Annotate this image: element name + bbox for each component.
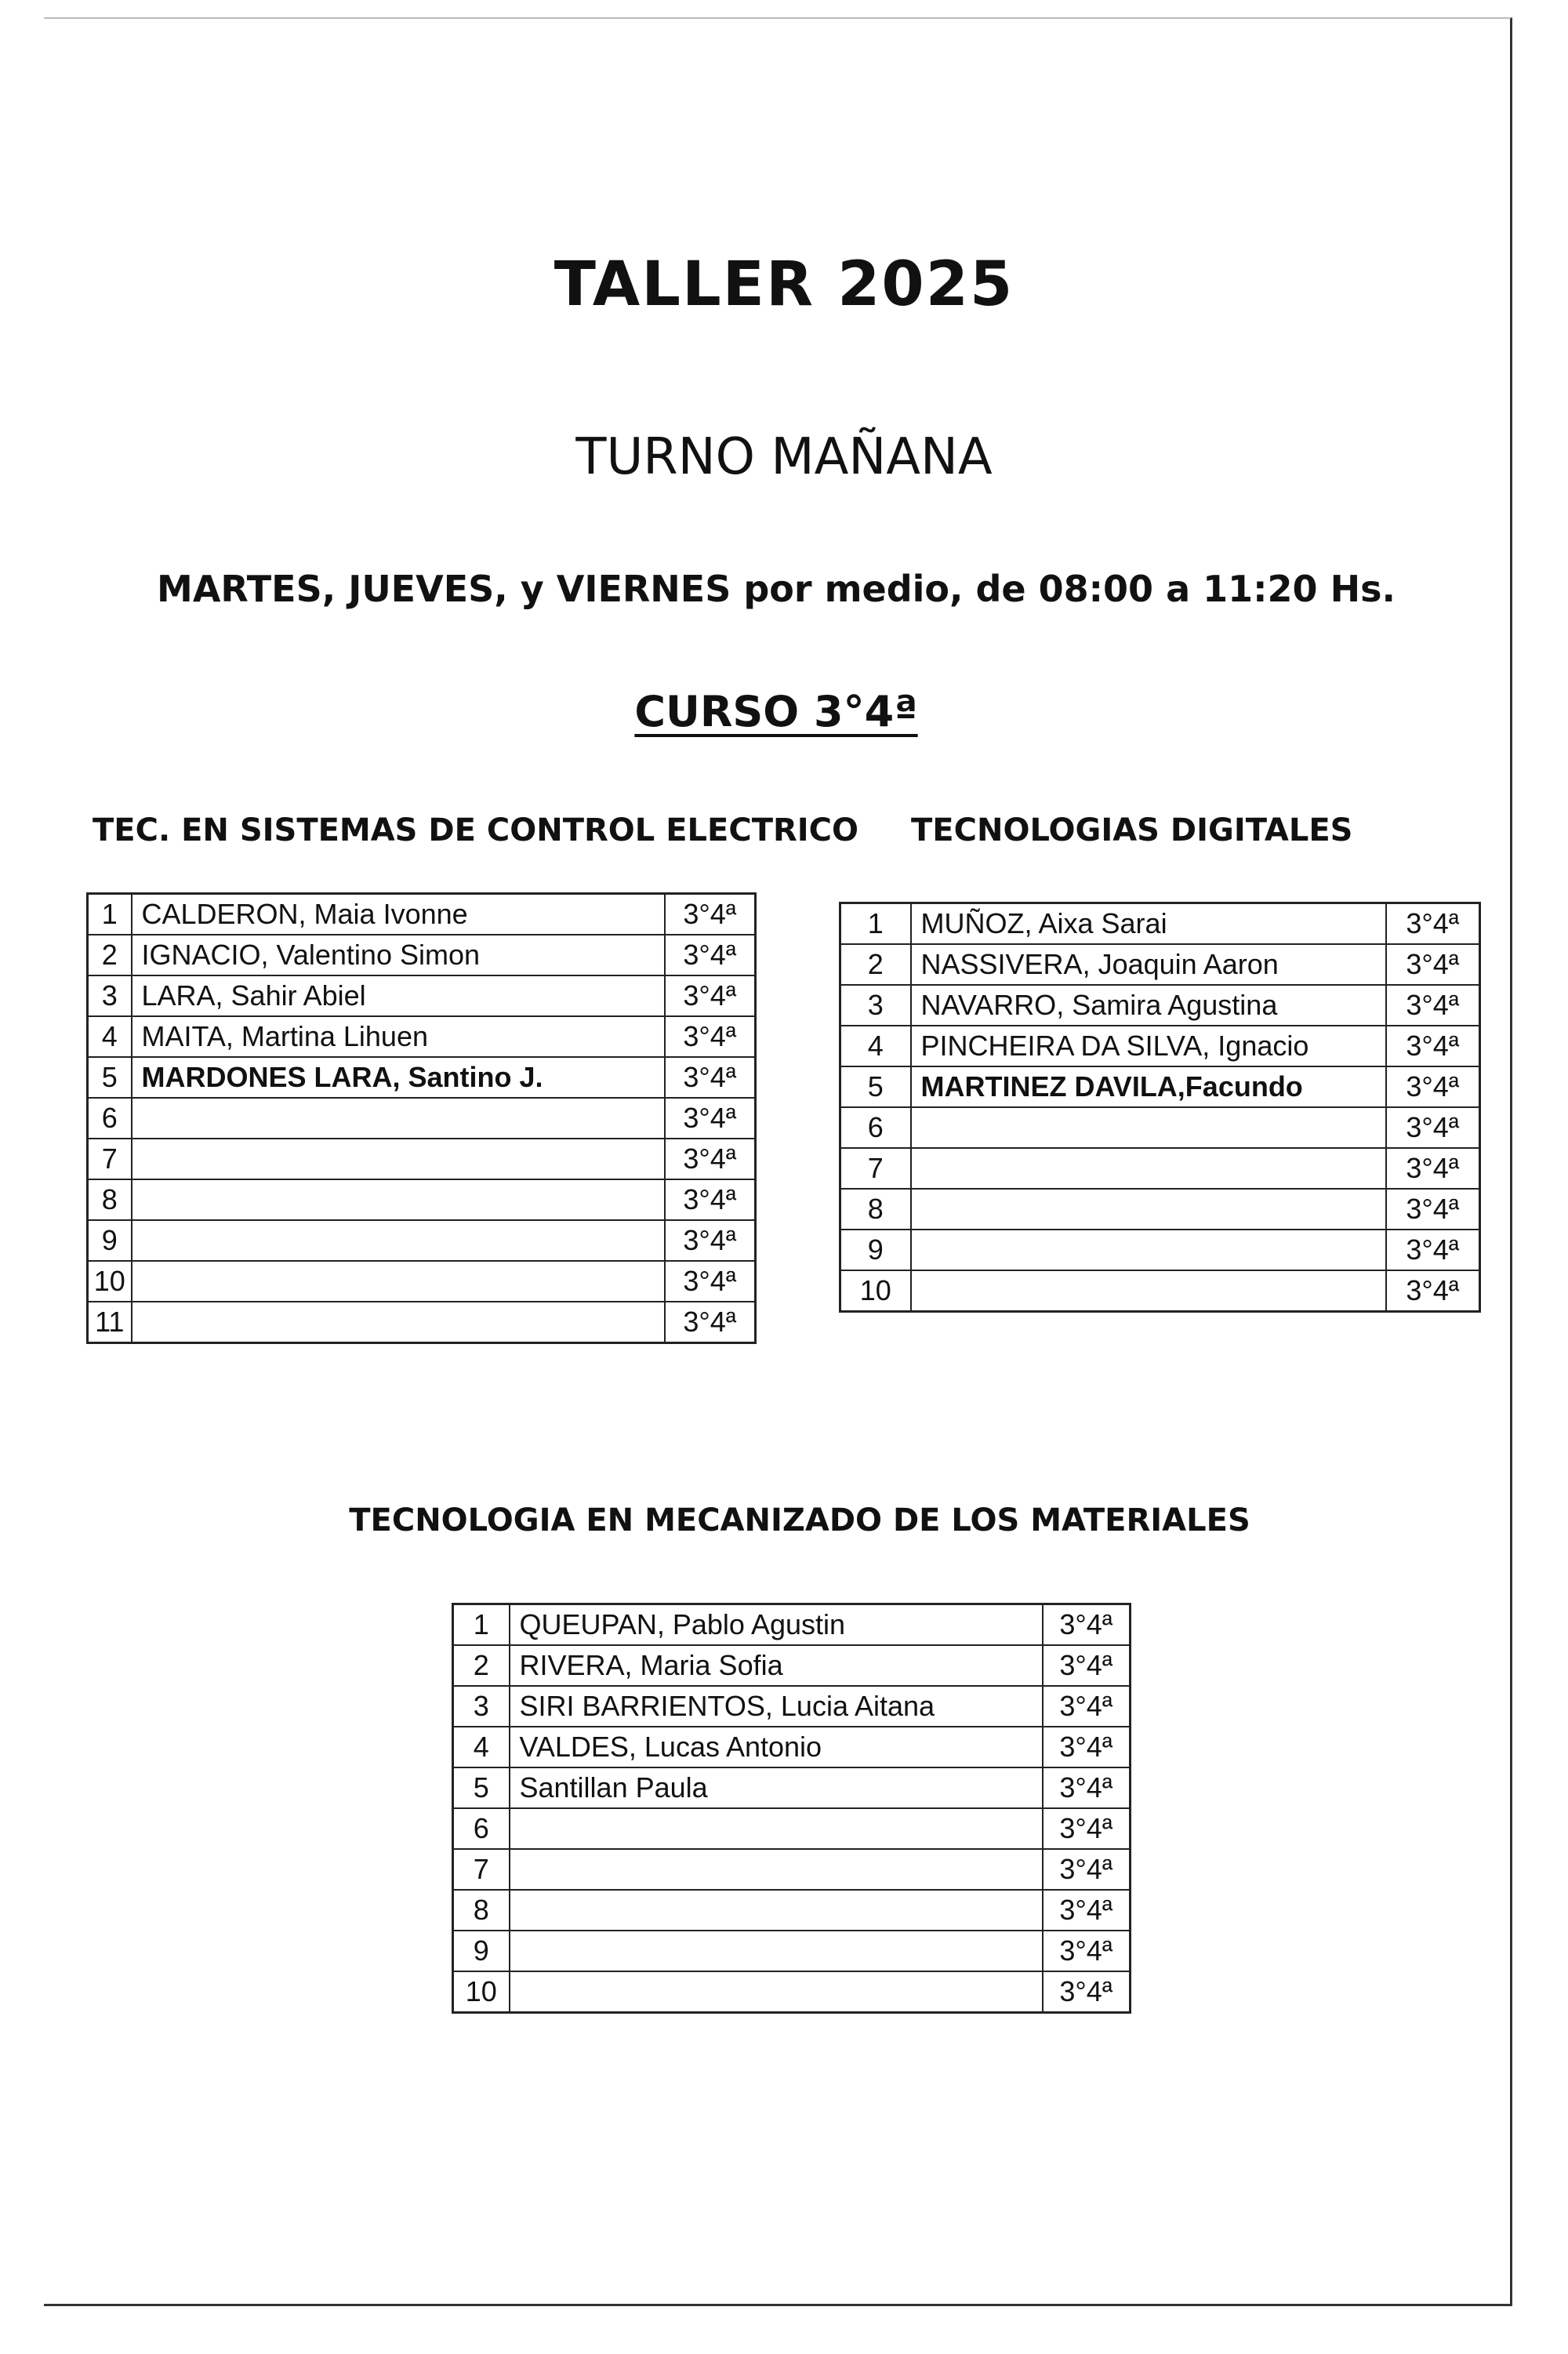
student-name — [510, 1890, 1043, 1931]
table-row — [453, 1808, 1131, 1849]
row-number: 7 — [840, 1148, 911, 1189]
table-row — [453, 1849, 1131, 1890]
table-row — [88, 894, 756, 935]
student-name: NAVARRO, Samira Agustina — [911, 985, 1386, 1026]
table-row — [840, 1270, 1480, 1312]
table-row — [840, 985, 1480, 1026]
row-number: 5 — [88, 1057, 132, 1098]
course-code: 3°4ª — [665, 975, 756, 1016]
course-code: 3°4ª — [665, 1261, 756, 1302]
table-row — [840, 1026, 1480, 1066]
student-name — [132, 1261, 665, 1302]
course-code: 3°4ª — [1386, 1189, 1480, 1230]
table-row — [453, 1686, 1131, 1727]
table-row — [88, 1139, 756, 1179]
row-number: 5 — [453, 1767, 510, 1808]
table-row — [840, 1107, 1480, 1148]
row-number: 6 — [453, 1808, 510, 1849]
student-name — [911, 1107, 1386, 1148]
course-code: 3°4ª — [1386, 903, 1480, 945]
row-number: 8 — [88, 1179, 132, 1220]
course-code: 3°4ª — [665, 935, 756, 975]
row-number: 2 — [88, 935, 132, 975]
course-heading-text: CURSO 3°4ª — [634, 687, 918, 736]
row-number: 4 — [840, 1026, 911, 1066]
roster-table-tecnologias-digitales — [839, 902, 1481, 1313]
course-code: 3°4ª — [1386, 1230, 1480, 1270]
student-name: IGNACIO, Valentino Simon — [132, 935, 665, 975]
student-name: MUÑOZ, Aixa Sarai — [911, 903, 1386, 945]
student-name — [510, 1971, 1043, 2013]
table-row — [88, 935, 756, 975]
row-number: 4 — [88, 1016, 132, 1057]
course-code: 3°4ª — [665, 1057, 756, 1098]
row-number: 9 — [840, 1230, 911, 1270]
table-row — [88, 1179, 756, 1220]
table-row — [88, 1261, 756, 1302]
row-number: 5 — [840, 1066, 911, 1107]
table-row — [453, 1890, 1131, 1931]
student-name — [132, 1179, 665, 1220]
row-number: 6 — [840, 1107, 911, 1148]
course-code: 3°4ª — [1386, 985, 1480, 1026]
student-name: QUEUPAN, Pablo Agustin — [510, 1604, 1043, 1646]
table-row — [840, 1148, 1480, 1189]
course-code: 3°4ª — [665, 894, 756, 935]
table-row — [88, 975, 756, 1016]
student-name — [132, 1302, 665, 1343]
row-number: 10 — [453, 1971, 510, 2013]
row-number: 8 — [840, 1189, 911, 1230]
roster-table-control-electrico — [86, 892, 757, 1344]
student-name — [510, 1808, 1043, 1849]
table-row — [88, 1057, 756, 1098]
table-row — [453, 1727, 1131, 1767]
course-code: 3°4ª — [1043, 1767, 1131, 1808]
row-number: 10 — [840, 1270, 911, 1312]
table-row — [88, 1098, 756, 1139]
student-name — [911, 1148, 1386, 1189]
course-code: 3°4ª — [1043, 1604, 1131, 1646]
student-name: Santillan Paula — [510, 1767, 1043, 1808]
row-number: 9 — [88, 1220, 132, 1261]
course-code: 3°4ª — [1043, 1890, 1131, 1931]
shift-heading: TURNO MAÑANA — [575, 428, 993, 486]
student-name: CALDERON, Maia Ivonne — [132, 894, 665, 935]
table-row — [88, 1302, 756, 1343]
course-code: 3°4ª — [1043, 1686, 1131, 1727]
row-number: 1 — [453, 1604, 510, 1646]
course-code: 3°4ª — [1043, 1971, 1131, 2013]
table-row — [88, 1220, 756, 1261]
student-name — [132, 1098, 665, 1139]
student-name — [132, 1220, 665, 1261]
student-name — [911, 1189, 1386, 1230]
student-name: LARA, Sahir Abiel — [132, 975, 665, 1016]
student-name: SIRI BARRIENTOS, Lucia Aitana — [510, 1686, 1043, 1727]
row-number: 1 — [840, 903, 911, 945]
schedule-line: MARTES, JUEVES, y VIERNES por medio, de 08:00 a 11:20 Hs. — [157, 568, 1396, 610]
course-code: 3°4ª — [1043, 1645, 1131, 1686]
table-row — [453, 1767, 1131, 1808]
row-number: 7 — [453, 1849, 510, 1890]
section-title-mecanizado: TECNOLOGIA EN MECANIZADO DE LOS MATERIALES — [349, 1502, 1250, 1538]
table-row — [453, 1971, 1131, 2013]
course-code: 3°4ª — [1043, 1727, 1131, 1767]
student-name: VALDES, Lucas Antonio — [510, 1727, 1043, 1767]
course-heading — [0, 687, 1552, 736]
row-number: 3 — [453, 1686, 510, 1727]
table-row — [840, 1230, 1480, 1270]
row-number: 11 — [88, 1302, 132, 1343]
student-name: MAITA, Martina Lihuen — [132, 1016, 665, 1057]
course-code: 3°4ª — [665, 1098, 756, 1139]
document-title: TALLER 2025 — [554, 249, 1014, 320]
table-row — [840, 1066, 1480, 1107]
table-row — [88, 1016, 756, 1057]
student-name — [510, 1931, 1043, 1971]
course-code: 3°4ª — [665, 1016, 756, 1057]
student-name: RIVERA, Maria Sofia — [510, 1645, 1043, 1686]
row-number: 9 — [453, 1931, 510, 1971]
table-row — [453, 1931, 1131, 1971]
table-row — [840, 903, 1480, 945]
student-name: MARDONES LARA, Santino J. — [132, 1057, 665, 1098]
roster-table-mecanizado — [452, 1603, 1131, 2014]
row-number: 10 — [88, 1261, 132, 1302]
course-code: 3°4ª — [665, 1139, 756, 1179]
course-code: 3°4ª — [1386, 1148, 1480, 1189]
course-code: 3°4ª — [1386, 1026, 1480, 1066]
row-number: 6 — [88, 1098, 132, 1139]
course-code: 3°4ª — [1043, 1808, 1131, 1849]
row-number: 4 — [453, 1727, 510, 1767]
student-name — [132, 1139, 665, 1179]
student-name — [911, 1230, 1386, 1270]
row-number: 1 — [88, 894, 132, 935]
student-name: MARTINEZ DAVILA,Facundo — [911, 1066, 1386, 1107]
course-code: 3°4ª — [665, 1302, 756, 1343]
course-code: 3°4ª — [665, 1179, 756, 1220]
row-number: 2 — [840, 944, 911, 985]
course-code: 3°4ª — [665, 1220, 756, 1261]
row-number: 3 — [840, 985, 911, 1026]
section-title-tecnologias-digitales: TECNOLOGIAS DIGITALES — [911, 812, 1353, 848]
table-row — [840, 1189, 1480, 1230]
course-code: 3°4ª — [1386, 1270, 1480, 1312]
course-code: 3°4ª — [1386, 944, 1480, 985]
table-row — [840, 944, 1480, 985]
row-number: 8 — [453, 1890, 510, 1931]
student-name — [510, 1849, 1043, 1890]
row-number: 7 — [88, 1139, 132, 1179]
student-name: PINCHEIRA DA SILVA, Ignacio — [911, 1026, 1386, 1066]
course-code: 3°4ª — [1386, 1107, 1480, 1148]
section-title-control-electrico: TEC. EN SISTEMAS DE CONTROL ELECTRICO — [93, 812, 859, 848]
student-name — [911, 1270, 1386, 1312]
course-code: 3°4ª — [1043, 1849, 1131, 1890]
course-code: 3°4ª — [1386, 1066, 1480, 1107]
table-row — [453, 1604, 1131, 1646]
table-row — [453, 1645, 1131, 1686]
student-name: NASSIVERA, Joaquin Aaron — [911, 944, 1386, 985]
row-number: 3 — [88, 975, 132, 1016]
course-code: 3°4ª — [1043, 1931, 1131, 1971]
row-number: 2 — [453, 1645, 510, 1686]
